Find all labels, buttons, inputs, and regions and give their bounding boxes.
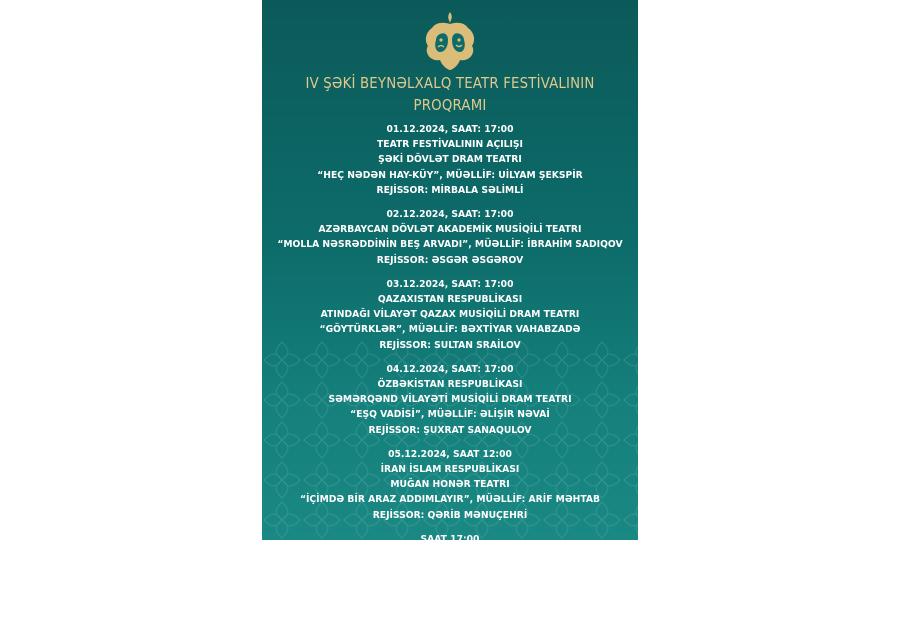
event-line: REJİSSOR: KUBİLAY ERDELİKARA xyxy=(366,594,534,606)
event-line: “MOLLA NƏSRƏDDİNİN BEŞ ARVADI”, MÜƏLLİF: İBRAHİM SADIQOV xyxy=(277,239,623,251)
festival-title: IV ŞƏKİ BEYNƏLXALQ TEATR FESTİVALININ xyxy=(305,74,595,92)
event-datetime: 02.12.2024, SAAT: 17:00 xyxy=(386,209,514,221)
program-subtitle: PROQRAMI xyxy=(413,96,487,114)
event-line: REJİSSOR: ƏSGƏR ƏSGƏROV xyxy=(376,254,524,266)
event-line: REJİSSOR: SULTAN SRAİLOV xyxy=(379,339,521,351)
theatre-masks-icon xyxy=(420,10,480,72)
event-line: REJİSSOR: QƏRİB MƏNUÇEHRİ xyxy=(372,509,528,521)
event-line: REJİSSOR: ŞUXRAT SANAQULOV xyxy=(368,424,532,436)
event-line: TEATR FESTİVALININ AÇILIŞI xyxy=(377,139,523,151)
event-line: AZƏRBAYCAN DÖVLƏT AKADEMİK MUSİQİLİ TEATRI xyxy=(318,224,582,236)
event-line: “TOROS CANAVARI”, MÜƏLLİF: ƏZİZ NESİN xyxy=(339,579,561,591)
event-line: TEATR FESTİVALININ BAĞLANIŞI xyxy=(367,549,533,561)
event-line: “HEÇ NƏDƏN HAY-KÜY”, MÜƏLLİF: UİLYAM ŞEKSPİR xyxy=(317,169,583,181)
event-line: İRAN İSLAM RESPUBLİKASI xyxy=(380,464,520,476)
event-line: “EŞQ VADİSİ”, MÜƏLLİF: ƏLİŞİR NƏVAİ xyxy=(350,409,550,421)
festival-poster xyxy=(262,0,638,606)
event-line: ŞƏKİ DÖVLƏT DRAM TEATRI xyxy=(378,154,522,166)
event-line: “GÖYTÜRKLƏR”, MÜƏLLİF: BƏXTİYAR VAHABZADƏ xyxy=(319,324,581,336)
event-2 xyxy=(262,207,638,268)
event-datetime: SAAT 17:00 xyxy=(420,533,480,545)
event-line: “İÇİMDƏ BİR ARAZ ADDIMLAYIR”, MÜƏLLİF: ARİF MƏHTAB xyxy=(299,494,601,506)
event-datetime: 01.12.2024, SAAT: 17:00 xyxy=(386,124,514,135)
program-list xyxy=(262,122,638,617)
event-line: MUĞAN HONƏR TEATRI xyxy=(390,479,510,491)
event-line: ATINDAĞI VİLAYƏT QAZAX MUSİQİLİ DRAM TEATRI xyxy=(320,309,580,321)
event-1 xyxy=(262,122,638,198)
event-4 xyxy=(262,362,638,438)
event-datetime: 04.12.2024, SAAT: 17:00 xyxy=(386,363,514,375)
event-datetime: 05.12.2024, SAAT 12:00 xyxy=(388,448,512,460)
event-6 xyxy=(262,532,638,608)
event-datetime: 03.12.2024, SAAT: 17:00 xyxy=(386,278,514,290)
event-line: GƏNCƏ DÖVLƏT MİLLİ DRAM TEATRI xyxy=(356,564,544,576)
event-line: QAZAXISTAN RESPUBLİKASI xyxy=(377,294,523,306)
event-line: SƏMƏRQƏND VİLAYƏTİ MUSİQİLİ DRAM TEATRI xyxy=(328,394,572,406)
event-3 xyxy=(262,277,638,353)
event-line: ÖZBƏKİSTAN RESPUBLİKASI xyxy=(377,379,523,391)
event-5 xyxy=(262,447,638,523)
event-line: REJİSSOR: MİRBALA SƏLİMLİ xyxy=(376,184,524,196)
